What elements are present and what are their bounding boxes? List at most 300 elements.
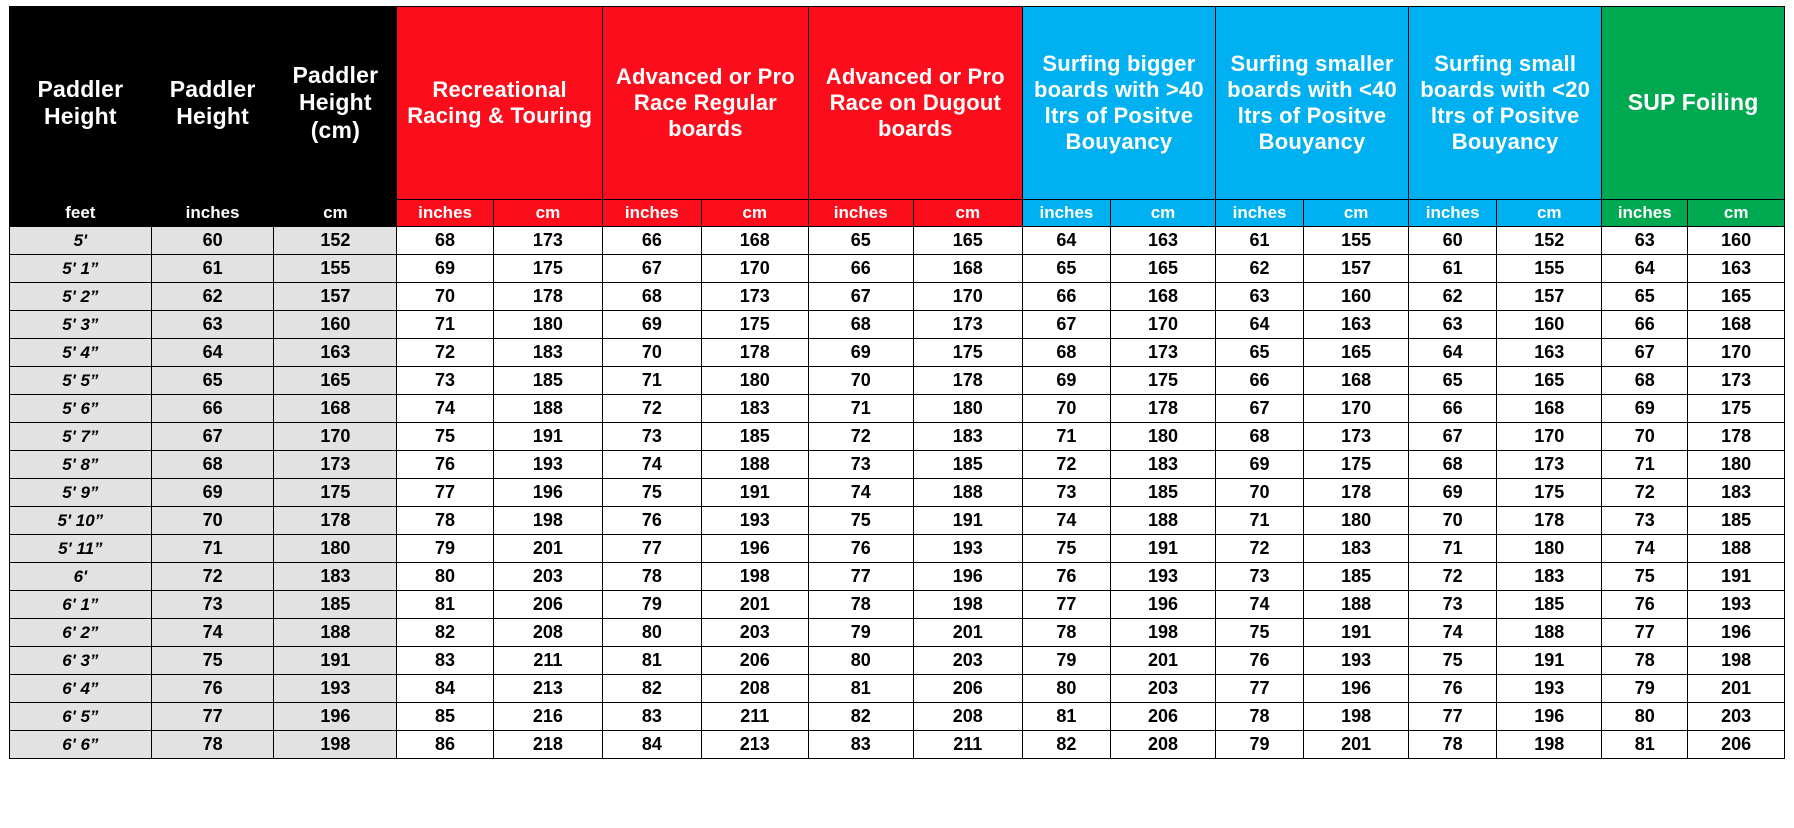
cell-paddle-length: 188 [1497,619,1602,647]
cell-paddle-length: 64 [1602,255,1688,283]
cell-paddle-length: 69 [1602,395,1688,423]
cell-paddle-length: 80 [1022,675,1110,703]
cell-paddle-length: 208 [1111,731,1216,759]
cell-paddle-length: 178 [1304,479,1409,507]
cell-paddle-length: 203 [913,647,1022,675]
cell-paddle-length: 64 [1215,311,1303,339]
cell-paddle-length: 155 [1304,227,1409,255]
cell-paddle-length: 65 [1022,255,1110,283]
cell-paddle-length: 71 [1022,423,1110,451]
cell-paddle-length: 211 [701,703,808,731]
cell-paddle-length: 67 [1409,423,1497,451]
cell-paddle-length: 68 [1602,367,1688,395]
cell-paddle-length: 73 [1409,591,1497,619]
cell-paddle-length: 78 [603,563,702,591]
cell-height-cm: 196 [274,703,397,731]
cell-paddle-length: 180 [1497,535,1602,563]
cell-paddle-length: 68 [397,227,494,255]
cell-paddle-length: 62 [1215,255,1303,283]
cell-paddle-length: 198 [1304,703,1409,731]
cell-paddle-length: 191 [1304,619,1409,647]
cell-paddle-length: 63 [1409,311,1497,339]
cell-paddle-length: 183 [493,339,602,367]
cell-paddle-length: 81 [1022,703,1110,731]
cell-paddle-length: 185 [913,451,1022,479]
cell-paddle-length: 198 [913,591,1022,619]
cell-paddle-length: 170 [1497,423,1602,451]
cell-paddle-length: 203 [493,563,602,591]
cell-paddle-length: 185 [701,423,808,451]
table-row [10,675,1785,703]
cell-paddle-length: 183 [701,395,808,423]
table-row [10,507,1785,535]
cell-paddle-length: 191 [493,423,602,451]
cell-paddle-length: 208 [701,675,808,703]
cell-paddle-length: 178 [1497,507,1602,535]
unit-header-row [10,200,1785,227]
cell-height-inches: 61 [151,255,274,283]
cell-paddle-length: 173 [913,311,1022,339]
table-row [10,395,1785,423]
cell-paddle-length: 206 [1688,731,1785,759]
cell-paddle-length: 188 [913,479,1022,507]
cell-height-feet: 5' 7” [10,423,152,451]
cell-paddle-length: 83 [603,703,702,731]
unit-header-rec-inches: inches [397,200,494,227]
cell-paddle-length: 79 [808,619,913,647]
cell-paddle-length: 155 [1497,255,1602,283]
cell-paddle-length: 68 [1215,423,1303,451]
cell-paddle-length: 76 [808,535,913,563]
cell-paddle-length: 75 [808,507,913,535]
cell-paddle-length: 76 [1409,675,1497,703]
cell-paddle-length: 70 [1215,479,1303,507]
cell-paddle-length: 185 [1111,479,1216,507]
cell-paddle-length: 71 [1215,507,1303,535]
cell-paddle-length: 82 [397,619,494,647]
cell-height-cm: 160 [274,311,397,339]
cell-paddle-length: 173 [1497,451,1602,479]
cell-paddle-length: 173 [1111,339,1216,367]
unit-header-dugout-cm: cm [913,200,1022,227]
cell-paddle-length: 216 [493,703,602,731]
cell-paddle-length: 84 [397,675,494,703]
cell-paddle-length: 180 [493,311,602,339]
cell-paddle-length: 83 [397,647,494,675]
cell-paddle-length: 178 [1111,395,1216,423]
cell-paddle-length: 86 [397,731,494,759]
cell-height-feet: 5' 6” [10,395,152,423]
table-row [10,479,1785,507]
cell-height-inches: 72 [151,563,274,591]
cell-paddle-length: 183 [913,423,1022,451]
cell-paddle-length: 168 [701,227,808,255]
table-row [10,451,1785,479]
cell-paddle-length: 77 [1409,703,1497,731]
cell-paddle-length: 72 [1022,451,1110,479]
cell-paddle-length: 175 [1304,451,1409,479]
cell-height-cm: 152 [274,227,397,255]
cell-paddle-length: 74 [1409,619,1497,647]
cell-paddle-length: 201 [913,619,1022,647]
cell-paddle-length: 72 [1409,563,1497,591]
cell-paddle-length: 68 [808,311,913,339]
cell-paddle-length: 66 [808,255,913,283]
unit-header-feet: feet [10,200,152,227]
cell-paddle-length: 196 [1111,591,1216,619]
cell-paddle-length: 213 [493,675,602,703]
cell-paddle-length: 81 [1602,731,1688,759]
cell-paddle-length: 183 [1688,479,1785,507]
table-row [10,311,1785,339]
cell-paddle-length: 67 [603,255,702,283]
group-header-surfing-bigger-boards: Surfing bigger boards with >40 ltrs of Positve Bouyancy [1022,7,1215,200]
cell-height-cm: 178 [274,507,397,535]
cell-paddle-length: 74 [808,479,913,507]
unit-header-regular-inches: inches [603,200,702,227]
cell-paddle-length: 173 [701,283,808,311]
cell-paddle-length: 82 [808,703,913,731]
cell-paddle-length: 78 [1215,703,1303,731]
cell-paddle-length: 65 [1602,283,1688,311]
unit-header-bigger-inches: inches [1022,200,1110,227]
cell-paddle-length: 160 [1304,283,1409,311]
table-row [10,339,1785,367]
cell-paddle-length: 77 [1022,591,1110,619]
cell-paddle-length: 201 [1304,731,1409,759]
cell-paddle-length: 79 [1602,675,1688,703]
cell-height-cm: 165 [274,367,397,395]
cell-height-cm: 173 [274,451,397,479]
cell-paddle-length: 188 [493,395,602,423]
cell-paddle-length: 168 [913,255,1022,283]
cell-paddle-length: 76 [1602,591,1688,619]
unit-header-small-cm: cm [1497,200,1602,227]
cell-height-inches: 76 [151,675,274,703]
cell-paddle-length: 82 [1022,731,1110,759]
group-header-recreational-racing-touring: Recreational Racing & Touring [397,7,603,200]
cell-paddle-length: 180 [1111,423,1216,451]
cell-paddle-length: 203 [1111,675,1216,703]
cell-paddle-length: 65 [808,227,913,255]
cell-paddle-length: 206 [493,591,602,619]
cell-paddle-length: 168 [1497,395,1602,423]
cell-paddle-length: 73 [397,367,494,395]
unit-header-dugout-inches: inches [808,200,913,227]
cell-paddle-length: 66 [1022,283,1110,311]
cell-paddle-length: 72 [1602,479,1688,507]
cell-paddle-length: 188 [701,451,808,479]
cell-paddle-length: 75 [1022,535,1110,563]
group-header-surfing-smaller-boards: Surfing smaller boards with <40 ltrs of Positve Bouyancy [1215,7,1408,200]
cell-paddle-length: 80 [808,647,913,675]
table-row [10,731,1785,759]
cell-height-cm: 170 [274,423,397,451]
cell-height-inches: 66 [151,395,274,423]
cell-paddle-length: 160 [1497,311,1602,339]
cell-paddle-length: 69 [1022,367,1110,395]
cell-paddle-length: 64 [1409,339,1497,367]
cell-paddle-length: 76 [603,507,702,535]
cell-height-inches: 75 [151,647,274,675]
unit-header-rec-cm: cm [493,200,602,227]
table-row [10,423,1785,451]
cell-paddle-length: 71 [808,395,913,423]
cell-paddle-length: 65 [1215,339,1303,367]
cell-paddle-length: 71 [603,367,702,395]
cell-paddle-length: 71 [1409,535,1497,563]
cell-paddle-length: 191 [1497,647,1602,675]
group-header-sup-foiling: SUP Foiling [1602,7,1785,200]
group-header-advanced-pro-race-regular: Advanced or Pro Race Regular boards [603,7,809,200]
cell-paddle-length: 206 [701,647,808,675]
cell-paddle-length: 73 [808,451,913,479]
cell-paddle-length: 72 [397,339,494,367]
cell-height-feet: 5' 10” [10,507,152,535]
cell-height-inches: 60 [151,227,274,255]
table-row [10,591,1785,619]
cell-paddle-length: 77 [808,563,913,591]
cell-paddle-length: 70 [1022,395,1110,423]
cell-paddle-length: 84 [603,731,702,759]
cell-paddle-length: 71 [1602,451,1688,479]
cell-height-cm: 193 [274,675,397,703]
cell-height-feet: 6' 5” [10,703,152,731]
cell-paddle-length: 75 [1409,647,1497,675]
cell-paddle-length: 163 [1497,339,1602,367]
cell-paddle-length: 60 [1409,227,1497,255]
cell-paddle-length: 69 [1215,451,1303,479]
cell-paddle-length: 175 [913,339,1022,367]
cell-paddle-length: 175 [1497,479,1602,507]
cell-paddle-length: 70 [808,367,913,395]
cell-paddle-length: 178 [701,339,808,367]
cell-paddle-length: 193 [1688,591,1785,619]
table-header [10,7,1785,227]
cell-paddle-length: 77 [1215,675,1303,703]
cell-paddle-length: 185 [493,367,602,395]
cell-paddle-length: 160 [1688,227,1785,255]
cell-paddle-length: 165 [1111,255,1216,283]
cell-paddle-length: 66 [1215,367,1303,395]
cell-paddle-length: 75 [397,423,494,451]
cell-paddle-length: 78 [1409,731,1497,759]
cell-paddle-length: 196 [701,535,808,563]
unit-header-foiling-inches: inches [1602,200,1688,227]
cell-paddle-length: 173 [1304,423,1409,451]
cell-paddle-length: 180 [1304,507,1409,535]
table-row [10,703,1785,731]
unit-header-inches: inches [151,200,274,227]
cell-paddle-length: 203 [1688,703,1785,731]
cell-height-feet: 5' 5” [10,367,152,395]
cell-paddle-length: 68 [1409,451,1497,479]
cell-paddle-length: 180 [913,395,1022,423]
cell-paddle-length: 79 [1215,731,1303,759]
cell-paddle-length: 69 [397,255,494,283]
cell-paddle-length: 74 [397,395,494,423]
cell-paddle-length: 218 [493,731,602,759]
cell-paddle-length: 193 [701,507,808,535]
cell-height-inches: 64 [151,339,274,367]
cell-paddle-length: 173 [1688,367,1785,395]
cell-paddle-length: 170 [1111,311,1216,339]
cell-paddle-length: 170 [1688,339,1785,367]
cell-paddle-length: 76 [1215,647,1303,675]
cell-paddle-length: 75 [1215,619,1303,647]
cell-height-cm: 180 [274,535,397,563]
cell-paddle-length: 188 [1111,507,1216,535]
cell-height-feet: 5' 4” [10,339,152,367]
cell-height-inches: 67 [151,423,274,451]
cell-paddle-length: 77 [603,535,702,563]
cell-paddle-length: 193 [913,535,1022,563]
cell-height-inches: 63 [151,311,274,339]
cell-paddle-length: 183 [1111,451,1216,479]
cell-paddle-length: 163 [1304,311,1409,339]
cell-height-inches: 77 [151,703,274,731]
cell-paddle-length: 69 [808,339,913,367]
cell-paddle-length: 191 [913,507,1022,535]
cell-height-feet: 5' 1” [10,255,152,283]
cell-paddle-length: 168 [1688,311,1785,339]
unit-header-regular-cm: cm [701,200,808,227]
cell-paddle-length: 67 [1602,339,1688,367]
cell-paddle-length: 191 [701,479,808,507]
cell-paddle-length: 79 [397,535,494,563]
cell-paddle-length: 178 [493,283,602,311]
cell-paddle-length: 183 [1304,535,1409,563]
cell-paddle-length: 76 [397,451,494,479]
cell-height-cm: 163 [274,339,397,367]
cell-paddle-length: 72 [603,395,702,423]
unit-header-bigger-cm: cm [1111,200,1216,227]
cell-paddle-length: 170 [913,283,1022,311]
cell-paddle-length: 178 [1688,423,1785,451]
cell-paddle-length: 211 [493,647,602,675]
cell-paddle-length: 73 [1602,507,1688,535]
cell-height-cm: 168 [274,395,397,423]
cell-paddle-length: 74 [1215,591,1303,619]
cell-height-feet: 5' 9” [10,479,152,507]
cell-height-inches: 68 [151,451,274,479]
cell-paddle-length: 74 [1022,507,1110,535]
cell-height-cm: 198 [274,731,397,759]
cell-paddle-length: 68 [1022,339,1110,367]
table-row [10,647,1785,675]
table-body [10,227,1785,759]
cell-paddle-length: 170 [1304,395,1409,423]
cell-paddle-length: 175 [1688,395,1785,423]
cell-paddle-length: 206 [913,675,1022,703]
cell-paddle-length: 65 [1409,367,1497,395]
cell-paddle-length: 67 [1215,395,1303,423]
cell-paddle-length: 175 [493,255,602,283]
cell-height-cm: 188 [274,619,397,647]
cell-paddle-length: 183 [1497,563,1602,591]
cell-paddle-length: 193 [493,451,602,479]
cell-paddle-length: 165 [1497,367,1602,395]
cell-paddle-length: 82 [603,675,702,703]
cell-paddle-length: 198 [1497,731,1602,759]
cell-paddle-length: 66 [1602,311,1688,339]
cell-paddle-length: 201 [1688,675,1785,703]
cell-height-inches: 70 [151,507,274,535]
cell-paddle-length: 208 [493,619,602,647]
cell-height-feet: 6' 4” [10,675,152,703]
cell-paddle-length: 75 [1602,563,1688,591]
cell-paddle-length: 81 [808,675,913,703]
cell-paddle-length: 198 [1688,647,1785,675]
group-header-row [10,7,1785,200]
cell-paddle-length: 185 [1497,591,1602,619]
cell-paddle-length: 208 [913,703,1022,731]
cell-paddle-length: 74 [1602,535,1688,563]
cell-paddle-length: 66 [603,227,702,255]
cell-paddle-length: 198 [493,507,602,535]
group-header-paddler-height-cm: Paddler Height (cm) [274,7,397,200]
cell-paddle-length: 163 [1688,255,1785,283]
cell-height-feet: 6' [10,563,152,591]
cell-paddle-length: 74 [603,451,702,479]
cell-paddle-length: 78 [397,507,494,535]
table-row [10,367,1785,395]
cell-paddle-length: 196 [493,479,602,507]
unit-header-smaller-cm: cm [1304,200,1409,227]
cell-paddle-length: 70 [1602,423,1688,451]
cell-paddle-length: 79 [1022,647,1110,675]
cell-paddle-length: 163 [1111,227,1216,255]
cell-paddle-length: 75 [603,479,702,507]
cell-paddle-length: 67 [1022,311,1110,339]
cell-paddle-length: 76 [1022,563,1110,591]
table-row [10,563,1785,591]
cell-paddle-length: 69 [1409,479,1497,507]
cell-paddle-length: 196 [913,563,1022,591]
cell-paddle-length: 191 [1688,563,1785,591]
cell-paddle-length: 201 [701,591,808,619]
cell-paddle-length: 85 [397,703,494,731]
cell-paddle-length: 66 [1409,395,1497,423]
cell-paddle-length: 78 [1602,647,1688,675]
cell-paddle-length: 157 [1304,255,1409,283]
cell-paddle-length: 69 [603,311,702,339]
cell-paddle-length: 78 [1022,619,1110,647]
cell-height-inches: 74 [151,619,274,647]
table-row [10,227,1785,255]
cell-paddle-length: 178 [913,367,1022,395]
cell-paddle-length: 77 [397,479,494,507]
cell-paddle-length: 196 [1688,619,1785,647]
cell-paddle-length: 188 [1688,535,1785,563]
cell-paddle-length: 213 [701,731,808,759]
cell-paddle-length: 73 [1022,479,1110,507]
cell-paddle-length: 168 [1304,367,1409,395]
cell-paddle-length: 83 [808,731,913,759]
cell-paddle-length: 185 [1688,507,1785,535]
cell-height-feet: 5' [10,227,152,255]
table-row [10,283,1785,311]
group-header-surfing-small-boards: Surfing small boards with <20 ltrs of Positve Bouyancy [1409,7,1602,200]
cell-paddle-length: 206 [1111,703,1216,731]
cell-height-feet: 5' 2” [10,283,152,311]
table-row [10,255,1785,283]
cell-paddle-length: 175 [701,311,808,339]
cell-paddle-length: 198 [701,563,808,591]
cell-height-inches: 62 [151,283,274,311]
cell-paddle-length: 68 [603,283,702,311]
cell-paddle-length: 198 [1111,619,1216,647]
